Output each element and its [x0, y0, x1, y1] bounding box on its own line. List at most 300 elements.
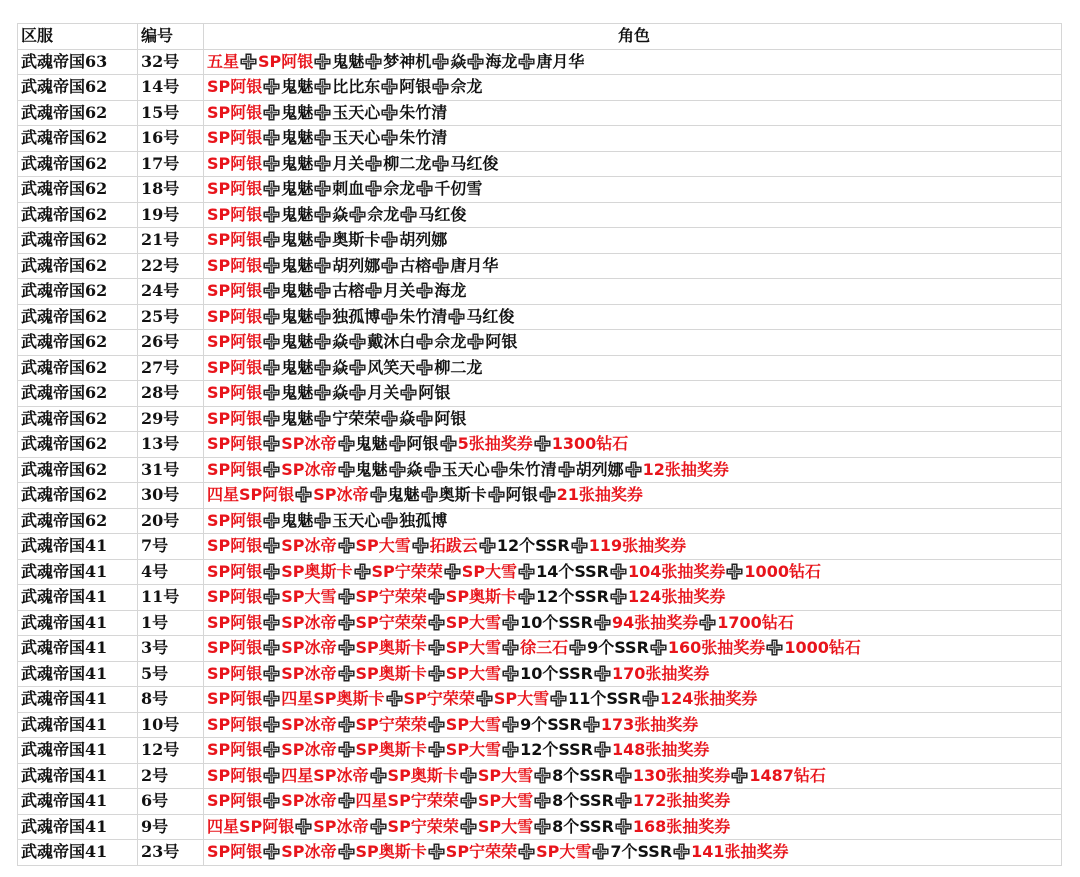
roles-cell: [204, 381, 1062, 407]
table-row: [18, 228, 1062, 254]
role-segment: 宁荣荣: [332, 408, 381, 428]
role-segment: 钻石: [828, 638, 861, 658]
role-segment: 佘龙: [367, 204, 400, 224]
roles-cell: [204, 763, 1062, 789]
plus-cross-icon: [314, 155, 331, 172]
roles-cell: [204, 100, 1062, 126]
plus-cross-icon: [610, 588, 627, 605]
server-cell: 武魂帝国41: [18, 840, 138, 866]
role-segment: 玉天心: [332, 128, 381, 148]
plus-cross-icon: [381, 512, 398, 529]
role-segment: 个: [558, 561, 575, 581]
server-cell: 武魂帝国62: [18, 151, 138, 177]
role-segment: SP: [355, 714, 379, 734]
role-segment: 张抽奖券: [693, 689, 758, 709]
role-segment: SP: [207, 128, 231, 148]
role-segment: 14: [536, 561, 559, 581]
role-segment: 大雪: [501, 791, 534, 811]
plus-cross-icon: [314, 282, 331, 299]
role-segment: 大雪: [469, 638, 502, 658]
role-segment: 徐三石: [520, 638, 569, 658]
role-segment: 阿银: [230, 255, 263, 275]
plus-cross-icon: [338, 639, 355, 656]
role-segment: SP: [207, 561, 231, 581]
number-cell: 9号: [138, 814, 204, 840]
role-segment: 奥斯卡: [378, 842, 427, 862]
header-roles: 角色: [204, 24, 1062, 50]
plus-cross-icon: [314, 104, 331, 121]
role-segment: 柳二龙: [383, 153, 432, 173]
table-row: [18, 355, 1062, 381]
plus-cross-icon: [263, 435, 280, 452]
role-segment: 张抽奖券: [468, 434, 533, 454]
plus-cross-icon: [370, 818, 387, 835]
plus-cross-icon: [571, 537, 588, 554]
role-segment: 12: [642, 459, 665, 479]
role-segment: 冰帝: [304, 638, 337, 658]
role-segment: 朱竹清: [399, 306, 448, 326]
server-cell: 武魂帝国62: [18, 126, 138, 152]
plus-cross-icon: [381, 78, 398, 95]
role-segment: 大雪: [559, 842, 592, 862]
plus-cross-icon: [263, 716, 280, 733]
number-cell: 29号: [138, 406, 204, 432]
role-segment: 1300: [551, 434, 597, 454]
role-segment: 阿银: [281, 51, 314, 71]
role-segment: 唐月华: [450, 255, 499, 275]
role-segment: 玉天心: [332, 102, 381, 122]
role-segment: 大雪: [517, 689, 550, 709]
role-segment: 朱竹清: [399, 128, 448, 148]
plus-cross-icon: [263, 104, 280, 121]
role-segment: 五星: [207, 51, 240, 71]
role-segment: SSR: [637, 842, 673, 862]
plus-cross-icon: [295, 486, 312, 503]
plus-cross-icon: [314, 78, 331, 95]
server-cell: 武魂帝国41: [18, 585, 138, 611]
plus-cross-icon: [381, 129, 398, 146]
role-segment: 鬼魅: [355, 459, 388, 479]
role-segment: 阿银: [230, 510, 263, 530]
header-server: 区服: [18, 24, 138, 50]
server-cell: 武魂帝国41: [18, 661, 138, 687]
number-cell: 32号: [138, 49, 204, 75]
server-cell: 武魂帝国62: [18, 330, 138, 356]
number-cell: 14号: [138, 75, 204, 101]
plus-cross-icon: [569, 639, 586, 656]
role-segment: 阿银: [230, 638, 263, 658]
number-cell: 6号: [138, 789, 204, 815]
role-segment: 124: [628, 587, 662, 607]
plus-cross-icon: [263, 843, 280, 860]
plus-cross-icon: [381, 308, 398, 325]
role-segment: 鬼魅: [281, 281, 314, 301]
table-row: [18, 330, 1062, 356]
role-segment: SP: [207, 281, 231, 301]
role-segment: 奥斯卡: [304, 561, 353, 581]
role-segment: SP: [313, 765, 337, 785]
plus-cross-icon: [448, 308, 465, 325]
role-segment: SP: [239, 485, 263, 505]
role-segment: 焱: [332, 204, 349, 224]
plus-cross-icon: [338, 435, 355, 452]
role-segment: SP: [445, 740, 470, 760]
plus-cross-icon: [726, 563, 743, 580]
plus-cross-icon: [642, 690, 659, 707]
server-cell: 武魂帝国62: [18, 483, 138, 509]
number-cell: 8号: [138, 687, 204, 713]
plus-cross-icon: [432, 78, 449, 95]
roles-cell: [204, 49, 1062, 75]
table-row: [18, 559, 1062, 585]
role-segment: SP: [207, 102, 231, 122]
server-cell: 武魂帝国62: [18, 279, 138, 305]
table-row: [18, 534, 1062, 560]
role-segment: 冰帝: [304, 714, 337, 734]
role-segment: 个: [542, 663, 559, 683]
role-segment: 钻石: [793, 765, 826, 785]
role-segment: 大雪: [469, 740, 502, 760]
role-segment: 张抽奖券: [661, 561, 726, 581]
table-row: [18, 49, 1062, 75]
plus-cross-icon: [416, 359, 433, 376]
role-segment: 160: [667, 638, 702, 658]
server-cell: 武魂帝国41: [18, 687, 138, 713]
roles-cell: [204, 585, 1062, 611]
role-segment: SP: [207, 230, 231, 250]
plus-cross-icon: [263, 180, 280, 197]
role-segment: 鬼魅: [281, 128, 314, 148]
plus-cross-icon: [583, 716, 600, 733]
role-segment: 阿银: [230, 587, 263, 607]
number-cell: 21号: [138, 228, 204, 254]
server-cell: 武魂帝国62: [18, 253, 138, 279]
plus-cross-icon: [518, 588, 535, 605]
role-segment: 宁荣荣: [378, 612, 427, 632]
table-row: [18, 126, 1062, 152]
role-segment: SP: [355, 587, 379, 607]
roles-cell: [204, 75, 1062, 101]
role-segment: SP: [207, 663, 231, 683]
role-segment: 阿银: [230, 536, 263, 556]
role-segment: 9: [520, 714, 532, 734]
role-segment: SP: [355, 842, 379, 862]
role-segment: SSR: [606, 689, 642, 709]
server-cell: 武魂帝国41: [18, 610, 138, 636]
role-segment: 大雪: [469, 714, 502, 734]
plus-cross-icon: [428, 665, 445, 682]
role-segment: SSR: [579, 765, 614, 785]
plus-cross-icon: [467, 333, 484, 350]
role-segment: 个: [531, 714, 548, 734]
role-segment: 阿银: [230, 714, 263, 734]
role-segment: 阿银: [230, 740, 263, 760]
role-segment: 172: [632, 791, 667, 811]
role-segment: 宁荣荣: [378, 714, 427, 734]
role-segment: 个: [590, 689, 607, 709]
role-segment: 个: [598, 638, 615, 658]
role-segment: 焱: [399, 408, 416, 428]
plus-cross-icon: [502, 716, 519, 733]
role-segment: 张抽奖券: [666, 791, 731, 811]
table-body: [18, 49, 1062, 865]
role-segment: SSR: [614, 638, 649, 658]
role-segment: SP: [281, 612, 305, 632]
plus-cross-icon: [263, 588, 280, 605]
role-segment: 个: [563, 791, 580, 811]
role-segment: 7: [610, 842, 622, 862]
number-cell: 3号: [138, 636, 204, 662]
roles-cell: [204, 202, 1062, 228]
role-segment: SSR: [535, 536, 570, 556]
role-segment: 张抽奖券: [645, 663, 710, 683]
table-row: [18, 100, 1062, 126]
role-segment: 个: [519, 536, 536, 556]
plus-cross-icon: [421, 486, 438, 503]
plus-cross-icon: [416, 180, 433, 197]
plus-cross-icon: [673, 843, 690, 860]
role-segment: 阿银: [230, 765, 263, 785]
role-segment: SP: [536, 842, 560, 862]
server-cell: 武魂帝国62: [18, 75, 138, 101]
role-segment: 鬼魅: [281, 230, 314, 250]
role-segment: 马红俊: [418, 204, 467, 224]
role-segment: 柳二龙: [434, 357, 483, 377]
role-segment: SSR: [547, 714, 582, 734]
plus-cross-icon: [314, 180, 331, 197]
role-segment: 阿银: [230, 612, 263, 632]
role-segment: SP: [281, 663, 305, 683]
role-segment: 鬼魅: [281, 102, 314, 122]
plus-cross-icon: [365, 180, 382, 197]
plus-cross-icon: [460, 818, 477, 835]
roles-cell: [204, 508, 1062, 534]
plus-cross-icon: [314, 308, 331, 325]
role-segment: 独孤博: [332, 306, 381, 326]
role-segment: SP: [207, 77, 231, 97]
plus-cross-icon: [263, 206, 280, 223]
role-segment: 阿银: [230, 230, 263, 250]
role-segment: 阿银: [230, 663, 263, 683]
role-segment: 94: [612, 612, 635, 632]
server-cell: 武魂帝国63: [18, 49, 138, 75]
roles-cell: [204, 789, 1062, 815]
role-segment: 阿银: [230, 561, 263, 581]
role-segment: 月关: [383, 281, 416, 301]
role-segment: 鬼魅: [281, 255, 314, 275]
role-segment: SP: [445, 663, 470, 683]
server-cell: 武魂帝国62: [18, 355, 138, 381]
role-segment: 拓跋云: [429, 536, 478, 556]
roles-cell: [204, 432, 1062, 458]
role-segment: 大雪: [469, 663, 502, 683]
role-segment: 梦神机: [383, 51, 432, 71]
server-cell: 武魂帝国41: [18, 559, 138, 585]
server-cell: 武魂帝国41: [18, 763, 138, 789]
role-segment: SP: [207, 459, 231, 479]
roles-cell: [204, 279, 1062, 305]
role-segment: 张抽奖券: [666, 816, 731, 836]
role-segment: 141: [691, 842, 725, 862]
plus-cross-icon: [314, 384, 331, 401]
plus-cross-icon: [263, 231, 280, 248]
role-segment: SP: [258, 51, 282, 71]
plus-cross-icon: [338, 843, 355, 860]
role-segment: 四星: [281, 765, 314, 785]
plus-cross-icon: [386, 690, 403, 707]
role-segment: 阿银: [399, 77, 432, 97]
role-segment: 冰帝: [336, 765, 369, 785]
role-segment: SP: [281, 791, 305, 811]
role-segment: 千仞雪: [434, 179, 483, 199]
role-segment: SP: [355, 663, 379, 683]
role-segment: 9: [587, 638, 599, 658]
role-segment: 佘龙: [450, 77, 483, 97]
role-segment: SP: [445, 842, 470, 862]
role-segment: 鬼魅: [332, 51, 365, 71]
plus-cross-icon: [488, 486, 505, 503]
role-segment: 鬼魅: [281, 306, 314, 326]
role-segment: SSR: [558, 663, 593, 683]
plus-cross-icon: [534, 767, 551, 784]
role-segment: 5: [457, 434, 469, 454]
roles-cell: [204, 177, 1062, 203]
roles-cell: [204, 330, 1062, 356]
roles-cell: [204, 712, 1062, 738]
role-segment: 8: [552, 816, 564, 836]
role-segment: 阿银: [434, 408, 467, 428]
table-row: [18, 636, 1062, 662]
role-segment: 大雪: [378, 536, 411, 556]
server-cell: 武魂帝国62: [18, 202, 138, 228]
role-segment: SP: [207, 255, 231, 275]
plus-cross-icon: [263, 614, 280, 631]
role-segment: SSR: [574, 561, 609, 581]
plus-cross-icon: [263, 359, 280, 376]
server-cell: 武魂帝国41: [18, 712, 138, 738]
role-segment: 古榕: [332, 281, 365, 301]
table-row: [18, 610, 1062, 636]
role-segment: 1700: [717, 612, 762, 632]
role-segment: SP: [281, 714, 305, 734]
roles-cell: [204, 406, 1062, 432]
plus-cross-icon: [263, 741, 280, 758]
table-row: [18, 75, 1062, 101]
role-segment: 大雪: [485, 561, 518, 581]
plus-cross-icon: [263, 155, 280, 172]
server-cell: 武魂帝国41: [18, 636, 138, 662]
role-segment: SP: [355, 612, 379, 632]
role-segment: 宁荣荣: [410, 791, 459, 811]
plus-cross-icon: [381, 104, 398, 121]
role-segment: SP: [207, 612, 231, 632]
role-segment: 戴沐白: [367, 332, 416, 352]
role-segment: SP: [207, 638, 231, 658]
roles-cell: [204, 304, 1062, 330]
table-row: [18, 381, 1062, 407]
role-segment: SP: [313, 816, 337, 836]
table-row: [18, 457, 1062, 483]
server-cell: 武魂帝国62: [18, 381, 138, 407]
plus-cross-icon: [416, 282, 433, 299]
role-segment: 张抽奖券: [645, 740, 710, 760]
role-segment: 宁荣荣: [469, 842, 518, 862]
role-segment: 鬼魅: [281, 77, 314, 97]
plus-cross-icon: [314, 512, 331, 529]
role-segment: 冰帝: [304, 791, 337, 811]
plus-cross-icon: [416, 333, 433, 350]
table-row: [18, 151, 1062, 177]
role-segment: SSR: [579, 791, 614, 811]
role-segment: SP: [313, 689, 337, 709]
role-segment: SP: [445, 638, 470, 658]
role-segment: 冰帝: [304, 434, 337, 454]
plus-cross-icon: [432, 257, 449, 274]
roles-cell: [204, 738, 1062, 764]
role-segment: 8: [552, 791, 564, 811]
number-cell: 26号: [138, 330, 204, 356]
role-segment: SP: [207, 791, 231, 811]
role-segment: 佘龙: [434, 332, 467, 352]
role-segment: 阿银: [230, 357, 263, 377]
role-segment: SP: [281, 587, 305, 607]
role-segment: 阿银: [262, 485, 295, 505]
role-segment: 鬼魅: [281, 179, 314, 199]
plus-cross-icon: [502, 741, 519, 758]
role-segment: 阿银: [230, 306, 263, 326]
plus-cross-icon: [440, 435, 457, 452]
server-cell: 武魂帝国62: [18, 177, 138, 203]
role-segment: 奥斯卡: [378, 638, 427, 658]
role-segment: SP: [387, 816, 411, 836]
role-segment: 104: [628, 561, 662, 581]
role-segment: SP: [477, 765, 502, 785]
plus-cross-icon: [263, 537, 280, 554]
role-segment: SP: [371, 561, 395, 581]
roles-cell: [204, 151, 1062, 177]
role-segment: 张抽奖券: [664, 459, 729, 479]
role-segment: 阿银: [485, 332, 518, 352]
plus-cross-icon: [349, 333, 366, 350]
role-segment: 阿银: [230, 204, 263, 224]
role-segment: 大雪: [304, 587, 337, 607]
role-segment: 10: [520, 663, 543, 683]
role-segment: 8: [552, 765, 564, 785]
role-segment: 个: [542, 740, 559, 760]
plus-cross-icon: [295, 818, 312, 835]
plus-cross-icon: [428, 639, 445, 656]
role-segment: SP: [387, 791, 411, 811]
plus-cross-icon: [263, 690, 280, 707]
role-segment: 鬼魅: [281, 332, 314, 352]
role-segment: 173: [600, 714, 635, 734]
role-segment: 个: [563, 765, 580, 785]
plus-cross-icon: [365, 53, 382, 70]
role-segment: 124: [660, 689, 694, 709]
server-cell: 武魂帝国41: [18, 738, 138, 764]
number-cell: 10号: [138, 712, 204, 738]
plus-cross-icon: [263, 78, 280, 95]
role-segment: 鬼魅: [281, 153, 314, 173]
plus-cross-icon: [240, 53, 257, 70]
role-segment: 阿银: [230, 383, 263, 403]
server-cell: 武魂帝国62: [18, 457, 138, 483]
role-segment: SP: [207, 842, 231, 862]
table-row: [18, 712, 1062, 738]
role-segment: 四星: [355, 791, 388, 811]
account-table: [17, 23, 1062, 866]
server-cell: 武魂帝国41: [18, 534, 138, 560]
